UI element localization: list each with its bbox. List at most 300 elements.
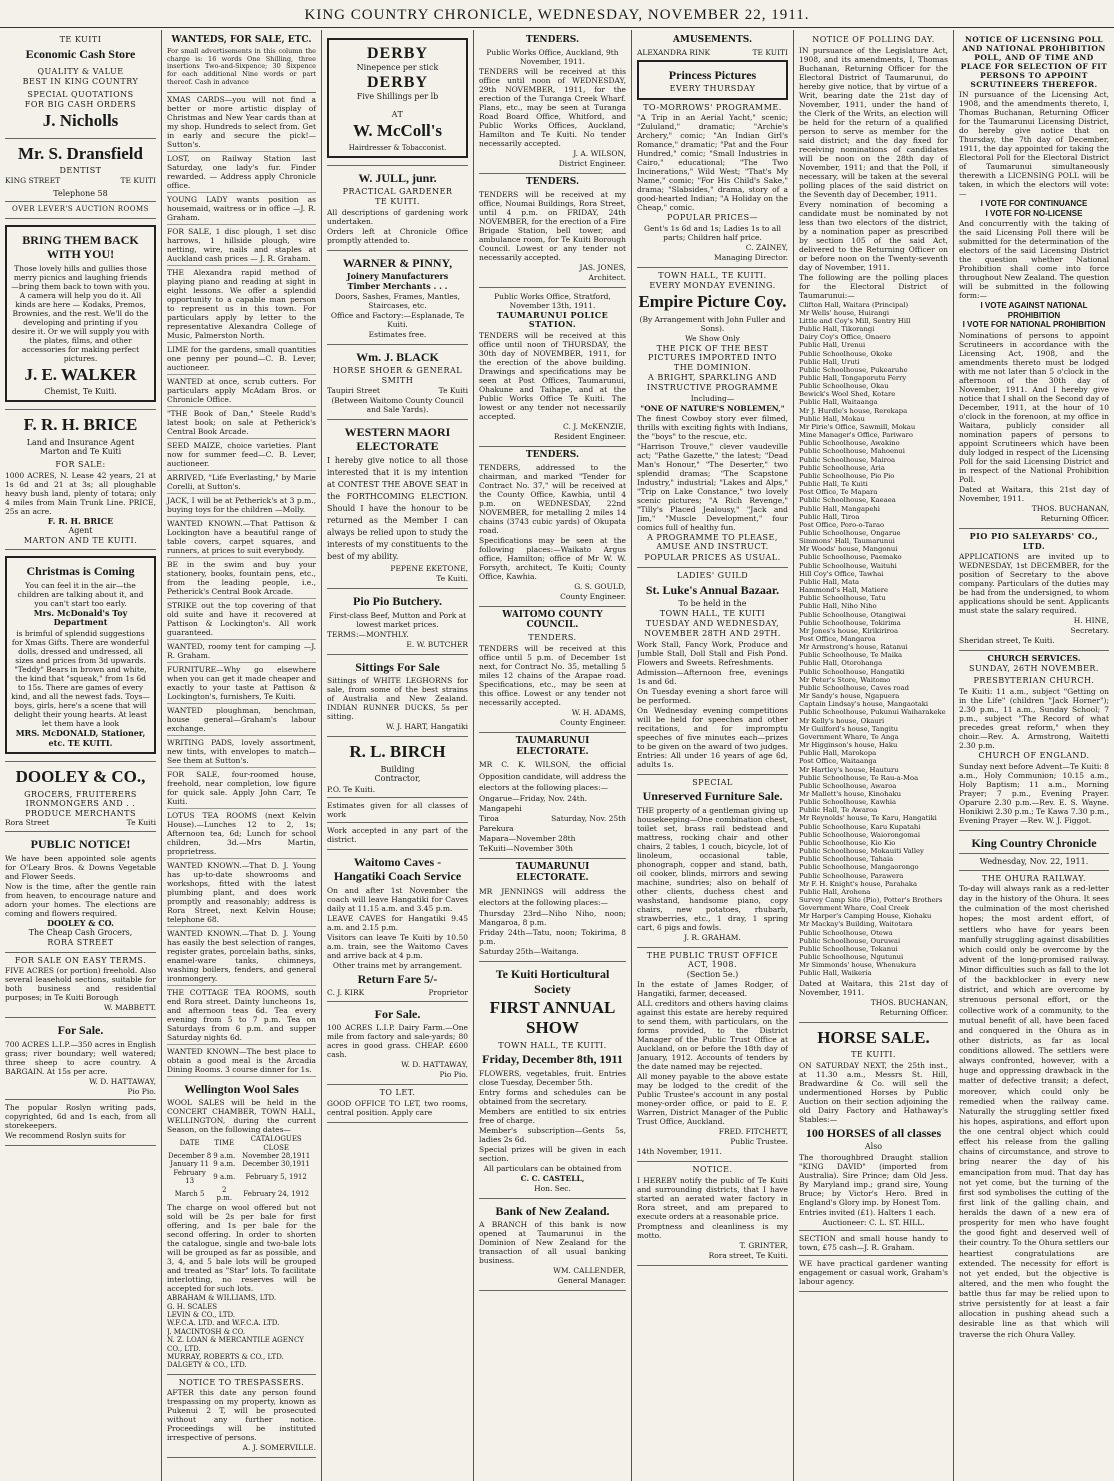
ad-line: H. HINE, xyxy=(1073,616,1109,626)
columns xyxy=(0,30,1114,1481)
column-7 xyxy=(954,30,1114,1481)
ad-line: SPECIAL xyxy=(692,777,733,787)
ad-line: Including— xyxy=(690,393,735,403)
ad-heading: W. JULL, junr. xyxy=(358,170,437,185)
ad-line: TOWN HALL, TE KUITI xyxy=(659,608,766,618)
ad-line: Taupiri Street xyxy=(327,385,380,395)
polling-place: Public Schoolhouse, Te Rau-a-Moa xyxy=(799,773,919,782)
ad-body: (Between Waitomo County Council and Sale Yards). xyxy=(331,395,464,414)
ad-body: TENDERS will be received at this office until noon of THURSDAY, the 30th day of NOVEMBER, 1911, for the erection of the above building. Drawings and specifications may be seen at Post Offices, Taumarunui, Ohakune and Taihape, and at the Public Works Office Te Kuiti. The lowest or any tender not necessarily accepted. xyxy=(479,330,626,421)
ad-body: IN pursuance of the Licensing Act, 1908, and the amendments thereto, I, Thomas Buchanan, Returning Officer for the Taumarunui Licensing District, do hereby give notice that on Thursday, the 7th day of December, 1911, the day appointed for taking the Electoral Poll for the Electoral District of Taumarunui simultaneously therewith a LICENSING POLL will be taken, in which the electors will vote:— xyxy=(959,90,1109,198)
ad-heading: TO LET. xyxy=(379,1088,416,1098)
ad-line: TERMS:—MONTHLY. xyxy=(327,629,409,639)
polling-place: Public Schoolhouse, Waituhi xyxy=(799,561,897,570)
classified-text: FOR SALE, 1 disc plough, 1 set disc harrows, 1 hillside plough, wire netting, wire, nails and staples at Auckland cash prices — J. R. Graham. xyxy=(167,226,316,263)
polling-place: Public Schoolhouse, Kio Kio xyxy=(799,838,896,847)
table-row xyxy=(167,1186,316,1203)
classified-text: WANTED at once, scrub cutters. For particulars apply McAdam Bros. or Chronicle Office. xyxy=(167,376,316,404)
ad-line: The Cheap Cash Grocers, xyxy=(28,928,133,938)
classified-text: WANTED KNOWN.—That Pattison & Lockington have a beautiful range of table covers, carpet squares, and runners, at prices to suit everybody. xyxy=(167,518,316,555)
grinter-notice xyxy=(637,1162,788,1266)
ad-line: IRONMONGERS AND . . xyxy=(25,799,136,809)
ad-heading: J. E. WALKER xyxy=(24,364,137,384)
section-heading: WANTEDS, FOR SALE, ETC. xyxy=(171,35,312,45)
ad-body: (By Arrangement with John Fuller and Sons). xyxy=(639,314,786,333)
ad-heading: PIO PIO SALEYARDS' CO., LTD. xyxy=(969,530,1099,551)
table-cell: December 30,1911 xyxy=(242,1160,310,1169)
polling-place: Mr Kelly's house, Okauri xyxy=(799,716,885,725)
polling-place: Public Hall, Tikorangi xyxy=(799,325,875,334)
ad-line: SUNDAY, 26TH NOVEMBER. xyxy=(969,663,1099,673)
ad-line: W. D. HATTAWAY, xyxy=(401,1060,468,1070)
ad-heading: BRING THEM BACK WITH YOU! xyxy=(22,232,139,262)
ad-line: J. A. WILSON, xyxy=(573,148,626,158)
ad-body: "Harrison Trouve," clever vaudeville act; "Pathe Gazette," the latest; "Dead Man's Honour," "The Deserter," two splendid dramas; "The Scapstone Industry," industrial; "Lakes and Alps," "Trip on Lake Constance," two lovely scenic pictures; "A Rich Revenge," "Tilly's Placed Jealousy," "Jack and Jim," "Muscle Development," four comics full of healthy fun. xyxy=(637,441,788,532)
ad-line: County Engineer. xyxy=(560,591,626,601)
table-cell: 9 a.m. xyxy=(213,1160,236,1169)
classified-text: WANTED KNOWN—The best place to obtain a good meal is the Arcadia Dining Rooms. 3 course dinner for 1s. xyxy=(167,1046,316,1074)
ad-heading: Empire Picture Coy. xyxy=(638,292,787,312)
ad-line: FOR SALE: xyxy=(55,460,106,470)
editorial-body: To-day will always rank as a red-letter day in the history of the Ohura. It sees the culmination of the most cherished hopes; the most ardent effort, of settlers who have for years been manfully struggling against disabilities which could only be overcome by the advent of the long-promised railway. Minor difficulties such as fall to the lot of the backblocker in every new district, and which are overcome by strenuous personal effort, or the collective work of a community, to the mutual benefit of all, have been faced and conquered in the Ohura as in other districts, as far as local conditions allowed. The settlers were always confronted, however, with a huge and oppressing drawback in the matter of defective transit; a defect, moreover, which could only be remedied when the railway came. Naturally the struggling settler fixed his hopes, aspirations, and effort upon the one central object which could effect his release from the galling chains of circumstance, and strove to bring nearer the day of his emancipation from mud. That day has not yet come, but the turning of the first sod symbolises the cutting of the first link of the galling chain, and heralds the dawn of a new era of prosperity for men who have fought the good fight and deserved well of their country. To the Ohura settlers our heartiest congratulations are extended. The necessity for effort is not yet ended, but the objective is altered, and the men who fought the battle thus far may be relied upon to strive persistently for at least a fair allocation in pushing ahead such a desirable line as that which will traverse the rich Ohura Valley. xyxy=(959,884,1109,1339)
ad-heading: DOOLEY & CO., xyxy=(15,767,146,787)
ad-heading: DERBY xyxy=(366,45,428,62)
ad-body: A BRIGHT, SPARKLING AND INSTRUCTIVE PROGRAMME xyxy=(646,373,779,392)
ad-line: Agent xyxy=(68,526,93,536)
ad-line: PRESBYTERIAN CHURCH. xyxy=(973,676,1095,686)
church-services xyxy=(959,651,1109,830)
agent-name: ABRAHAM & WILLIAMS, LTD. xyxy=(167,1294,277,1303)
easy-terms-ad xyxy=(5,953,156,1019)
classified-text: WANTED KNOWN.—That D. J. Young has easily the best selection of ranges, register grates, porcelain baths, sinks, enamel-ware tanks, chimneys, washing boilers, fenders, and general ironmongery. xyxy=(167,928,316,983)
agent-name: MURRAY, ROBERTS & CO., LTD. xyxy=(167,1353,284,1362)
classified-text: SEED MAIZE, choice varieties. Plant now for summer feed—C. B. Lever, auctioneer. xyxy=(167,440,316,468)
polling-places-list xyxy=(799,301,948,978)
ad-line: A. J. SOMERVILLE. xyxy=(242,1443,316,1453)
coach-ad xyxy=(327,850,468,1002)
polling-place: Hammond's Hall, Matiere xyxy=(799,586,889,595)
editorial-masthead: King Country Chronicle xyxy=(971,835,1097,850)
ad-line: SPECIAL QUOTATIONS xyxy=(27,90,134,100)
ad-line: Saturday 25th—Waitanga. xyxy=(479,947,579,957)
ad-line: MRS. McDONALD, Stationer, etc. TE KUITI. xyxy=(15,728,146,748)
electorate-wilson xyxy=(479,733,626,859)
classified-item xyxy=(167,809,316,859)
polling-place: Public Schoolhouse, Tokirima xyxy=(799,618,901,627)
polling-place: Public Schoolhouse, Caves road xyxy=(799,683,910,692)
ad-line: TE KUITI xyxy=(752,47,788,57)
ad-body: Doors, Sashes, Frames, Mantles, Staircases, etc. xyxy=(334,292,461,311)
ad-body: The following are the polling places for the Electoral District of Taumarunui:— xyxy=(799,272,948,300)
ad-heading: NOTICE TO TRESPASSERS. xyxy=(178,1377,305,1387)
polling-place: Dairy Coy's Office, Onaero xyxy=(799,333,891,342)
column-5 xyxy=(632,30,794,1481)
ad-line: CHURCH OF ENGLAND. xyxy=(978,750,1090,760)
ad-line: HORSE SHOER & GENERAL SMITH xyxy=(332,366,463,386)
ad-line: PEPENE EKETONE, xyxy=(390,564,468,574)
cash-store-ad xyxy=(5,32,156,139)
polling-place: Public Schoolhouse, Kawhia xyxy=(799,798,897,807)
ad-body: Specifications may be seen at the following places:—Waikato Argus office, Hamilton; office of Mr W. W. Forsyth, architect, Te Kuiti; County Office, Kawhia. xyxy=(479,535,626,581)
ad-body: LEAVE CAVES for Hangatiki 9.45 a.m. and 2.15 p.m. xyxy=(327,913,468,932)
classified-text: FOR SALE, four-roomed house, freehold, near completion, low figure for quick sale. Apply John Carr, Te Kuiti. xyxy=(167,769,316,806)
column-1 xyxy=(0,30,162,1481)
ad-heading: Wm. J. BLACK xyxy=(356,350,439,365)
ad-heading: W. McColl's xyxy=(352,121,443,141)
ad-line: Tiroa xyxy=(479,814,499,824)
classified-item xyxy=(167,704,316,736)
bank-ad xyxy=(479,1199,626,1291)
polling-place: Public Hall, Mata xyxy=(799,577,860,586)
ad-heading: Return Fare 5/- xyxy=(357,971,438,986)
ad-heading: St. Luke's Annual Bazaar. xyxy=(645,582,780,597)
table-row xyxy=(167,1160,316,1168)
ad-body: First-class Beef, Mutton and Pork at lowest market prices. xyxy=(328,610,467,629)
ad-line: WM. CALLENDER, xyxy=(553,1266,626,1276)
ad-heading: HORSE SALE. xyxy=(817,1027,930,1047)
ad-heading: Te Kuiti Horticultural Society xyxy=(495,967,610,996)
forsale-ad-col3 xyxy=(327,1002,468,1085)
sittings-ad xyxy=(327,655,468,737)
polling-place: Public Schoolhouse, Parawera xyxy=(799,871,904,880)
section-heading: TENDERS. xyxy=(525,35,580,45)
classified-list xyxy=(167,93,316,1077)
polling-place: Public Schoolhouse, Tokanui xyxy=(799,944,898,953)
classified-text: LIME for the gardens, small quantities one penny per pound—C. B. Lever, auctioneer. xyxy=(167,344,316,372)
polling-place: Mr Sandy's house, Ngapuera xyxy=(799,692,900,701)
black-ad xyxy=(327,345,468,420)
polling-place: Public Schoolhouse, Otangiwai xyxy=(799,610,906,619)
agent-name: G. H. SCALES xyxy=(167,1302,218,1311)
section-heading: AMUSEMENTS. xyxy=(672,35,753,45)
classified-item xyxy=(167,152,316,193)
classified-item xyxy=(167,1045,316,1077)
polling-place: Public Schoolhouse, Pio Pio xyxy=(799,471,895,480)
ad-line: Resident Engineer. xyxy=(553,431,626,441)
polling-place: Public Schoolhouse, Ouruwai xyxy=(799,936,901,945)
tender-1 xyxy=(479,32,626,174)
ad-body: The popular Roslyn writing pads, copyrighted, 6d and 1s each, from all storekeepers. xyxy=(5,1102,156,1130)
polling-place: Mr F. H. Knight's house, Parahaka xyxy=(799,879,918,888)
maori-electorate-ad xyxy=(327,420,468,590)
table-row xyxy=(167,1169,316,1186)
classified-item xyxy=(167,927,316,986)
ad-line: MARTON AND TE KUITI. xyxy=(23,535,138,545)
classified-item xyxy=(167,439,316,471)
ad-line: THOS. BUCHANAN, xyxy=(870,997,948,1007)
ad-line: C. J. KIRK xyxy=(327,987,365,997)
ad-line: ALEXANDRA RINK xyxy=(637,47,711,57)
ad-body: 1000 ACRES, N. Lease 42 years, 21 at 1s 6d and 21 at 3s; all ploughable heavy bush land, plenty of totara; only 4 miles from Main Trunk Line. PRICE, 25s an acre. xyxy=(5,470,156,516)
ad-line: Public Works Office, Stratford, November 13th, 1911. xyxy=(494,291,611,310)
furniture-sale-ad xyxy=(637,775,788,948)
agent-name: DALGETY & CO., LTD. xyxy=(167,1361,247,1370)
table-cell: 2 p.m. xyxy=(216,1185,233,1202)
ad-body: is brimful of splendid suggestions for Xmas Gifts. There are wonderful dolls, dressed and undressed, all sizes and prices from 3d upwards. "Teddy" Bears in brown and white, the kind that "squeak," from 1s 6d to 15s. There are games of every kind, and all the newest fads. Toys—boys, girls, here's a scene that will delight their young hearts. At least let them have a look xyxy=(11,629,150,729)
ad-line: Joinery Manufacturers xyxy=(346,270,449,281)
rink-ad xyxy=(637,32,788,268)
polling-place: Clifton Hall, Waitara (Principal) xyxy=(799,300,909,309)
table-cell: February 13 xyxy=(173,1168,206,1186)
table-cell: February 24, 1912 xyxy=(243,1189,310,1198)
to-let-ad xyxy=(327,1085,468,1123)
ad-body: And concurrently with the taking of the said Licensing Poll there will be submitted for the determination of the electors of the said Licensing District the question whether National Prohibition shall come into force throughout New Zealand. The question will be submitted in the following form:— xyxy=(959,219,1109,301)
editorial xyxy=(959,831,1109,1345)
ad-heading: THE PUBLIC TRUST OFFICE ACT, 1908. xyxy=(646,950,779,970)
polling-place: Public Schoolhouse, Awaroa xyxy=(799,781,897,790)
ad-line: THOS. BUCHANAN, xyxy=(1031,503,1109,513)
polling-place: Public Hall, Mokau xyxy=(799,414,865,423)
ad-body: THE property of a gentleman giving up housekeeping—One combination chest, toilet set, brass rail bedstead and mattress, rocking chair and other chairs, 2 tables, 1 couch, bicycle, lot of linoleum, occasional table, phonograph, copper and stand, bath, oil cooker, blinds, mirrors and sewing machine, sundries; also on behalf of other clients, duchess chest and washstand, handsome piano, copy chairs, new potatoes, rhubarb, strawberries, etc., 1 dray, 1 spring cart, 6 pigs and fowls. xyxy=(637,805,788,932)
column-2 xyxy=(162,30,322,1481)
ad-line: Dated at Waitara, this 21st day of November, 1911. xyxy=(959,484,1109,503)
ad-body: The finest Cowboy story ever filmed, thrills with exciting fights with Indians, the "boys" to the rescue, etc. xyxy=(637,413,788,441)
polling-place: Mr Hartley's house, Hauturu xyxy=(799,765,899,774)
polling-place: Public Hall, Tongaporutu Ferry xyxy=(799,374,907,382)
dooley-ad xyxy=(5,762,156,832)
ad-line: "ONE OF NATURE'S NOBLEMEN," xyxy=(640,403,785,413)
ad-heading: WARNER & PINNY, xyxy=(342,255,453,270)
ad-heading: Bank of New Zealand. xyxy=(495,1203,610,1218)
polling-place: Mr Higginson's house, Haku xyxy=(799,741,898,750)
ad-body: The charge on wool offered but not sold will be 2s per bale for first offering, and 1s per bale for the second offering. In order to shorten the catalogue, single and two-bale lots will be grouped as far as possible, and 3, 4, and 5 bale lots will be grouped and treated as "Star" lots. To facilitate interlotting, no reserves will be accepted for such lots. xyxy=(167,1203,316,1294)
classified-text: WANTED, roomy tent for camping —J. R. Graham. xyxy=(167,641,316,660)
ad-body: 100 ACRES L.I.P. Dairy Farm.—One mile from factory and sale-yards; 80 acres in good grass. CHEAP. £600 cash. xyxy=(327,1023,468,1060)
ad-heading: Mr. S. Dransfield xyxy=(18,143,143,163)
ad-line: Dated at Waitara, this 21st day of November, 1911. xyxy=(799,978,948,997)
table-cell: February 5, 1912 xyxy=(245,1172,307,1181)
ad-line: C. C. CASTELL, xyxy=(520,1173,585,1183)
ad-line: Mapara—November 28th xyxy=(479,834,576,844)
classified-text: STRIKE out the top covering of that old suite and have it recovered at Pattison & Lockington's. All work guaranteed. xyxy=(167,600,316,637)
ad-heading: FIRST ANNUAL SHOW xyxy=(489,997,616,1038)
polling-place: Public Schoolhouse, Mahoenui xyxy=(799,447,905,456)
classified-text: FURNITURE—Why go elsewhere when you can get it made cheaper and exactly to your taste at Pattison & Lockington's, furnishers, Te Kuiti. xyxy=(167,664,316,701)
trustee-ad xyxy=(637,948,788,1163)
polling-place: Mine Manager's Office, Pariwaro xyxy=(799,431,913,440)
polling-place: Public Hall, Waikeria xyxy=(799,969,872,978)
ad-body: A PROGRAMME TO PLEASE, AMUSE AND INSTRUCT. xyxy=(647,532,778,552)
ad-heading: FOR SALE ON EASY TERMS. xyxy=(14,955,147,965)
polling-place: Public Schoolhouse, Waiorongomai xyxy=(799,830,921,839)
derby-ad xyxy=(327,32,468,166)
polling-place: Public Hall, Mangapehi xyxy=(799,504,880,513)
ad-line: Te Kuiti xyxy=(126,818,156,828)
butchery-ad xyxy=(327,589,468,654)
polling-place: Post Office, Mangaroa xyxy=(799,635,876,643)
ad-line: TO-MORROWS' PROGRAMME. xyxy=(643,102,782,112)
ad-body: Other trains met by arrangement. xyxy=(332,960,463,970)
tender-5 xyxy=(479,607,626,733)
ad-line: C. ZAINEY, xyxy=(745,242,788,252)
ad-line: Ongarue—Friday, Nov. 24th. xyxy=(479,794,588,804)
ad-body: Sunday next before Advent—Te Kuiti: 8 a.m., Holy Communion; 10.15 a.m., Holy Baptism; 11 a.m., Morning Prayer; 7 p.m., Evening Prayer. Oparure 2.30 p.m.—Rev. E. S. Wayne. Honikiwi 2.30 p.m.; Te Kawa 7.30 p.m., Evening Prayer —Rev. W. J. Figgot. xyxy=(959,761,1109,825)
ad-line: Also xyxy=(864,1141,883,1151)
ad-line: Mangapehi xyxy=(479,804,522,814)
public-notice-ad xyxy=(5,832,156,952)
ad-body: Visitors can leave Te Kuiti by 10.50 a.m. train, see the Waitomo Caves and arrive back at 4 p.m. xyxy=(327,932,468,960)
polling-place: Mr Mackay's Building, Waitotara xyxy=(799,920,913,929)
column-3 xyxy=(322,30,474,1481)
ad-line: W. MABBETT. xyxy=(103,1003,156,1013)
ad-line: Five Shillings per lb xyxy=(356,91,439,101)
classified-item xyxy=(167,599,316,640)
ad-body: A BRANCH of this bank is now opened at Taumarunui in the Dominion of New Zealand for the transaction of all usual banking business. xyxy=(479,1220,626,1266)
ad-line: TE KUITI xyxy=(59,35,102,44)
ad-body: Estimates free. xyxy=(368,330,427,340)
ad-line: Contractor, xyxy=(374,774,421,784)
polling-place: Mr Jones's house, Kirikiriroa xyxy=(799,626,899,635)
ad-line: T. GRINTER, xyxy=(739,1241,788,1251)
ad-body: POPULAR PRICES AS USUAL. xyxy=(644,552,781,562)
ad-body: Promptness and cleanliness is my motto. xyxy=(637,1222,788,1241)
table-cell: November 28,1911 xyxy=(242,1151,311,1160)
agent-name: N. Z. LOAN & MERCANTILE AGENCY CO., LTD. xyxy=(167,1336,304,1353)
ad-body: THE PICK OF THE BEST PICTURES IMPORTED INTO THE DOMINION. xyxy=(648,343,777,372)
ad-body: Te Kuiti: 11 a.m., subject "Getting on in the Life" (children "Jack Horner"); 2.30 p.m., 11 a.m., Sunday School; 7 p.m., subject "The Record of what precedes great reform," when they choir.—Rev. A. Armstrong, Waitetti 2.30 p.m. xyxy=(959,686,1109,750)
ad-heading: Waitomo Caves - Hangatiki Coach Service xyxy=(333,854,462,884)
ad-line: OVER LEVER'S AUCTION ROOMS xyxy=(12,205,149,214)
ad-line: P.O. Te Kuiti. xyxy=(327,784,376,794)
polling-place: Captain Lindsay's house, Mangaotaki xyxy=(799,700,929,709)
polling-place: Public Schoolhouse, Okoke xyxy=(799,349,893,358)
ad-line: RORA STREET xyxy=(47,937,114,947)
classified-item xyxy=(167,266,316,343)
warner-ad xyxy=(327,251,468,346)
agent-name: W.F.C.A. LTD. and W.F.C.A. LTD. xyxy=(167,1319,280,1328)
ad-line: POPULAR PRICES— xyxy=(666,213,759,223)
vote-option: I VOTE FOR NO-LICENSE xyxy=(985,208,1083,218)
ad-line: Pio Pio. xyxy=(439,1070,468,1080)
wool-sales-ad xyxy=(167,1077,316,1375)
polling-place: Post Office, Te Mapara xyxy=(799,488,878,497)
classified-text: LOST, on Railway Station last Saturday, one lady's fur. Finder rewarded. — Address apply Chronicle office. xyxy=(167,153,316,190)
ad-line: Pio Pio. xyxy=(127,1086,156,1096)
ad-line: DENTIST xyxy=(59,166,102,176)
polling-place: Public Hall, Te Awaroa xyxy=(799,806,878,815)
classifieds-header xyxy=(167,32,316,93)
ad-body: On and after 1st November the coach will leave Hangatiki for Caves daily at 11.15 a.m. and 3.45 p.m. xyxy=(327,885,468,913)
empire-ad xyxy=(637,268,788,568)
section-heading: TENDERS. xyxy=(525,449,580,460)
editorial-date: Wednesday, Nov. 22, 1911. xyxy=(979,856,1089,866)
polling-place: Public Schoolhouse, Okau xyxy=(799,382,889,391)
polling-place: Public Schoolhouse, Pukearuhe xyxy=(799,365,908,374)
table-header: CATALOGUES CLOSE xyxy=(250,1135,302,1152)
tender-3 xyxy=(479,288,626,447)
ad-heading: TAUMARUNUI POLICE STATION. xyxy=(496,309,609,330)
classified-item xyxy=(167,407,316,439)
ad-line: GROCERS, FRUITERERS xyxy=(24,789,137,799)
ad-line: Chemist, Te Kuiti. xyxy=(44,386,117,396)
ad-line: PRODUCE MERCHANTS xyxy=(25,808,136,818)
classified-text: THE Alexandra rapid method of playing piano and reading at sight in eight lessons. We offer a splendid opportunity to a capable man person to represent us in this town. For particulars apply by letter to the representative Alexandra College of Music, Palmerston North. xyxy=(167,267,316,340)
table-cell: 9 a.m. xyxy=(213,1151,236,1160)
ad-line: LADIES' GUILD xyxy=(676,571,749,581)
polling-place: Public Schoolhouse, Kaeaea xyxy=(799,496,896,505)
ad-line: Telephone 58 xyxy=(53,188,108,198)
ad-line: Public Works Office, Auckland, 9th November, 1911. xyxy=(486,47,619,66)
classified-item xyxy=(167,768,316,809)
classified-item xyxy=(167,517,316,558)
polling-place: Government Whare, Te Anga xyxy=(799,732,899,741)
polling-place: Public Schoolhouse, Pukunui Waiharakeke xyxy=(799,708,946,717)
table-cell: March 5 xyxy=(174,1189,205,1198)
polling-place: Public Hall, Te Kuiti xyxy=(799,480,868,489)
wool-agents xyxy=(167,1294,316,1370)
classified-text: LOTUS TEA ROOMS (next Kelvin House).—Lunches 12 to 2, 1s; Afternoon tea, 6d; Lunch for school children, 3d.—Mrs Martin, proprietress. xyxy=(167,810,316,856)
polling-place: Post Office, Poro-o-Tarao xyxy=(799,520,885,529)
jull-ad xyxy=(327,166,468,251)
polling-place: Survey Camp Site (Pio), Potter's Brothers xyxy=(799,896,943,904)
classified-text: WRITING PADS, lovely assortment, new tints, with envelopes to match—See them at Sutton's. xyxy=(167,737,316,765)
polling-place: Public Hall, Urenui xyxy=(799,341,866,350)
ad-body: Those lovely hills and gullies those merry picnics and laughing friends—bring them back to town with you. A camera will help you do it. All kinds are here — Kodaks, Premos, Brownies, and the rest. We'll do the developing and printing if you desire it. Or we will supply you with the plates, films, and other accessories for making perfect pictures. xyxy=(11,263,150,363)
classified-item xyxy=(167,93,316,152)
polling-place: Public Hall, Uruti xyxy=(799,357,860,366)
ad-line: W. H. ADAMS, xyxy=(571,707,626,717)
section-heading: TAUMARUNUI ELECTORATE. xyxy=(515,735,590,757)
polling-place: Public Schoolhouse, Te Maika xyxy=(799,651,903,660)
ad-line: Returning Officer. xyxy=(879,1007,948,1017)
polling-place: Public Hall, Waitaanga xyxy=(799,398,878,407)
ad-line: PRACTICAL GARDENER xyxy=(342,187,453,197)
ad-body: Now is the time, after the gentle rain from heaven, to encourage nature and adorn your homes. The elections are coming and flowers required. xyxy=(5,881,156,918)
ad-body: WOOL SALES will be held in the CONCERT CHAMBER, TOWN HALL, WELLINGTON, during the current Season, on the following dates— xyxy=(167,1098,316,1135)
classified-item xyxy=(167,343,316,375)
polling-place: Public Hall, Marokopa xyxy=(799,749,877,758)
ad-line: (Section 5e.) xyxy=(686,969,739,979)
electorate-jennings xyxy=(479,859,626,962)
ad-heading: For Sale. xyxy=(374,1006,421,1021)
polling-place: Mr Reynolds' house, Te Karu, Hangatiki xyxy=(799,814,937,823)
ad-heading: R. L. BIRCH xyxy=(349,742,446,762)
ad-line: County Engineer. xyxy=(560,717,626,727)
polling-place: Public Schoolhouse, Awakino xyxy=(799,439,900,448)
classified-text: JACK, I will be at Petherick's at 3 p.m., buying toys for the children —Molly. xyxy=(167,495,316,514)
ad-line: TENDERS. xyxy=(528,633,577,643)
classified-text: "THE Book of Dan," Steele Rudd's latest book; on sale at Petherick's Central Book Arcade. xyxy=(167,408,316,436)
ad-heading: CHURCH SERVICES. xyxy=(987,653,1081,664)
ad-body: For small advertisements in this column the charge is: 16 words One Shilling, three insertions Two-and-Sixpence; 30 Sixpence for each additional Nine words or part thereof. Cash in advance xyxy=(167,46,316,86)
polling-place: Mr Harper's Camping House, Kiohaku xyxy=(799,912,932,921)
ad-heading: For Sale. xyxy=(57,1023,104,1038)
vote-option: I VOTE AGAINST NATIONAL PROHIBITION xyxy=(980,301,1088,320)
ad-line: DOOLEY & CO. xyxy=(47,917,114,928)
polling-place: Public Schoolhouse, Hangatiki xyxy=(799,667,905,676)
ad-body: TENDERS will be received at this office until 5 p.m. of December 1st next, for Contract No. 35, metalling 5 miles 12 chains of the Arapae road. Specifications, etc., may be seen at this office. Lowest or any tender not necessarily accepted. xyxy=(479,643,626,707)
classified-text: WANTED ploughman, benchman, house general—Graham's labour exchange. xyxy=(167,705,316,733)
ad-body: You can feel it in the air—the children are talking about it, and you can't start too early. xyxy=(17,580,144,608)
classified-item xyxy=(167,859,316,927)
ad-line: Auctioneer: C. L. ST. HILL. xyxy=(822,1217,925,1227)
polling-place: Public Schoolhouse, Tatu xyxy=(799,594,886,603)
brice-ad xyxy=(5,410,156,550)
polling-place: Simmons' Hall, Taumarunui xyxy=(799,537,895,546)
polling-place: Public Hall, Otorohanga xyxy=(799,659,883,668)
birch-ad xyxy=(327,737,468,850)
ad-line: Friday 24th—Tatu, noon; Tokirima, 8 p.m. xyxy=(479,928,626,947)
ad-body: APPLICATIONS are invited up to WEDNESDAY, 1st DECEMBER, for the position of Secretary to the above company. Particulars of the duties may be had from the undersigned, to whom applications should be sent. Applicants must state the salary required. xyxy=(959,552,1109,616)
ad-body: On Tuesday evening a short farce will be performed. xyxy=(637,686,788,705)
table-cell: December 8 xyxy=(168,1151,212,1160)
polling-day-notice xyxy=(799,32,948,1023)
ad-body: IN pursuance of the Legislature Act, 1908, and its amendments, I, Thomas Buchanan, Returning Officer for the Electoral District of Taumarunui, do hereby give notice, that by virtue of a Writ, bearing date the 21st day of November, 1911, under the hand of the Clerk of the Writs, an election will be held for the return of a qualified person to serve as member for the said district; and the day fixed for receiving nominations of candidates will be noon on the 28th day of November, 1911; and that the Poll, if necessary, will be taken at the several polling places of the said district on the Seventh day of December, 1911. xyxy=(799,45,948,199)
classified-item xyxy=(167,494,316,517)
ad-heading: NOTICE. xyxy=(692,1165,733,1175)
polling-place: Mr Pirie's Office, Sawmill, Mokau xyxy=(799,422,916,431)
ad-body: MR JENNINGS will address the electors at the following places:— xyxy=(479,886,626,907)
